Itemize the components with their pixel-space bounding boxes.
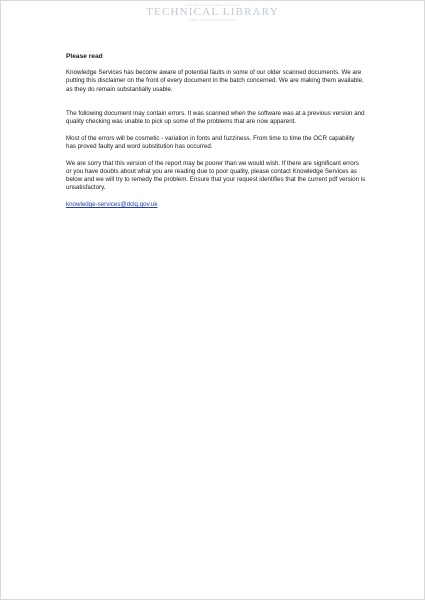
watermark-sub-line: ABBOTTAIRSHOWS.COM <box>189 18 236 22</box>
notice-paragraph: The following document may contain errors. It was scanned when the software was at a previous version and quality checking was unable to pick up some of the problems that are now apparent. <box>66 109 365 126</box>
notice-paragraph: Most of the errors will be cosmetic - variation in fonts and fuzziness. From time to time the OCR capability has proved faulty and word substitution has occurred. <box>66 134 355 150</box>
technical-library-watermark <box>1 3 424 22</box>
notice-heading: Please read <box>66 53 103 60</box>
notice-paragraph: We are sorry that this version of the report may be poorer than we would wish. If there are significant errors or you have doubts about what you are reading due to poor quality, please contact Knowledge Services as below and we will try to remedy the problem. Ensure that your request identifies that the current pdf version is unsatisfactory. <box>66 159 366 192</box>
contact-email-link[interactable]: knowledge-services@dclg.gov.uk <box>66 200 158 208</box>
watermark-logo-text: TECHNICAL LIBRARY <box>146 6 279 18</box>
watermark-top-line: THE BUILDING REGULATIONS <box>184 3 241 7</box>
notice-paragraph: Knowledge Services has become aware of potential faults in some of our older scanned documents. We are putting this disclaimer on the front of every document in the batch concerned. We are making them available, as they do remain substantially usable. <box>66 69 364 93</box>
disclaimer-notice <box>66 53 366 209</box>
